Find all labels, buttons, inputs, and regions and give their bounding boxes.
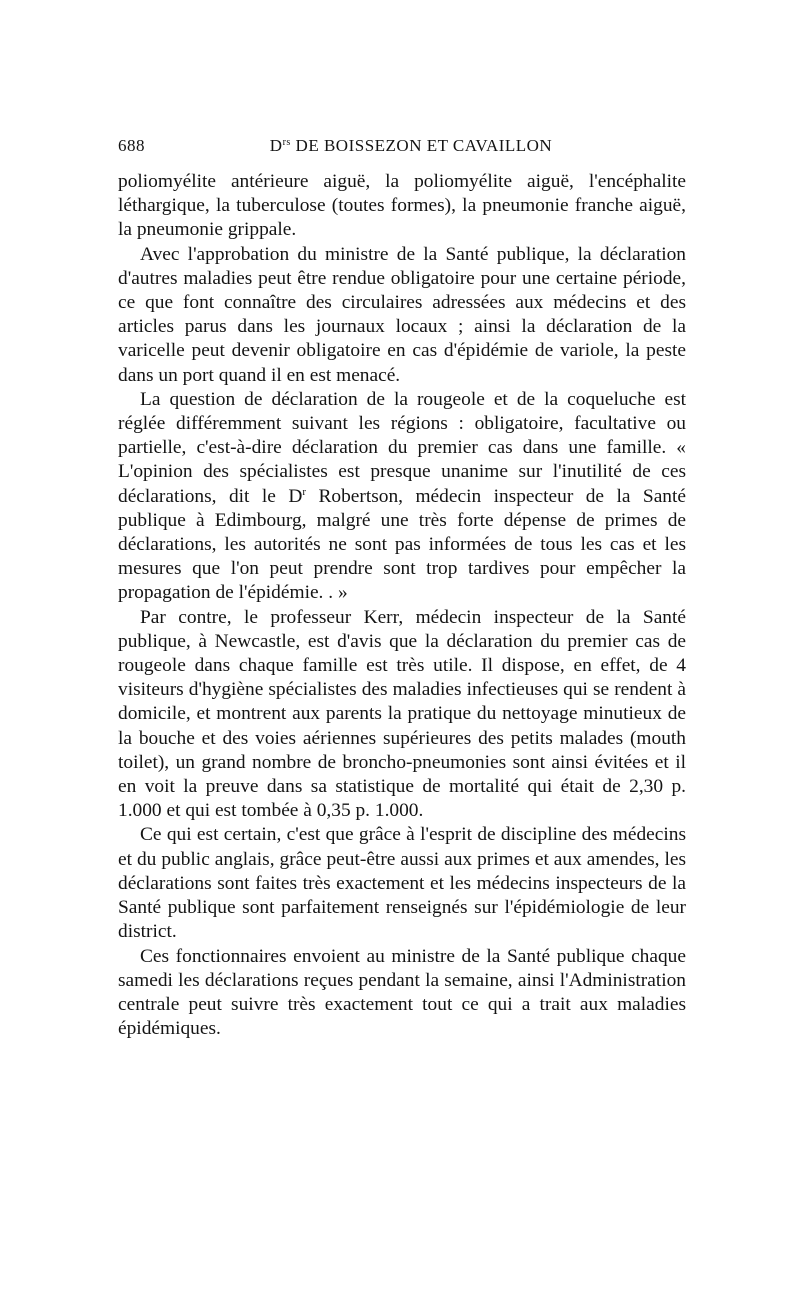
paragraph-3-part-b: Robertson, médecin inspecteur de la Santé publique à Edimbourg, malgré une très forte dépense de primes de déclarations, les autorités ne sont pas informées de tous les cas et les mesures que l'on peut prendre sont trop tardives pour empêcher la propagation de l'épidémie. . » [118,485,686,604]
paragraph-2: Avec l'approbation du ministre de la Santé publique, la déclaration d'autres maladies peut être rendue obligatoire pour une certaine période, ce que font connaître des circulaires adressées aux médecins et des articles parus dans les journaux locaux ; ainsi la déclaration de la varicelle peut devenir obligatoire en cas d'épidémie de variole, la peste dans un port quand il en est menacé. [118,243,686,386]
authors-prefix: D [269,136,283,155]
authors-rest: DE BOISSEZON ET CAVAILLON [290,136,553,155]
paragraph-6: Ces fonctionnaires envoient au ministre de la Santé publique chaque samedi les déclarations reçues pendant la semaine, ainsi l'Administration centrale peut suivre très exactement tout ce qui a trait aux maladies épidémiques. [118,945,686,1040]
running-title [118,136,688,156]
paragraph-1: poliomyélite antérieure aiguë, la poliomyélite aiguë, l'encéphalite léthargique, la tuberculose (toutes formes), la pneumonie franche aiguë, la pneumonie grippale. [118,171,686,241]
paragraph-5: Ce qui est certain, c'est que grâce à l'esprit de discipline des médecins et du public anglais, grâce peut-être aussi aux primes et aux amendes, les déclarations sont faites très exactement et les médecins inspecteurs de la Santé publique sont parfaitement renseignés sur l'épidémiologie de leur district. [118,824,686,943]
running-head [118,136,688,160]
paragraph-3-part-a: La question de déclaration de la rougeole et de la coqueluche est réglée différemment suivant les régions : obligatoire, facultative ou partielle, c'est-à-dire déclaration du premier cas dans une famille. « L'opinion des spécialistes est presque unanime sur l'inutilité de ces déclarations, dit le D [118,388,686,507]
doctor-abbrev-sup: r [302,485,307,498]
body-text [118,170,686,1041]
page-number: 688 [118,136,145,155]
paragraph-4: Par contre, le professeur Kerr, médecin inspecteur de la Santé publique, à Newcastle, est d'avis que la déclaration du premier cas de rougeole dans chaque famille est très utile. Il dispose, en effet, de 4 visiteurs d'hygiène spécialistes des maladies infectieuses qui se rendent à domicile, et montrent aux parents la pratique du nettoyage minutieux de la bouche et des voies aériennes supérieures des petits malades (mouth toilet), un grand nombre de broncho-pneumonies sont ainsi évitées et il en voit la preuve dans sa statistique de mortalité qui était de 2,30 p. 1.000 et qui est tombée à 0,35 p. 1.000. [118,606,686,822]
authors-sup: rs [282,137,291,148]
paragraph-3 [118,388,686,606]
